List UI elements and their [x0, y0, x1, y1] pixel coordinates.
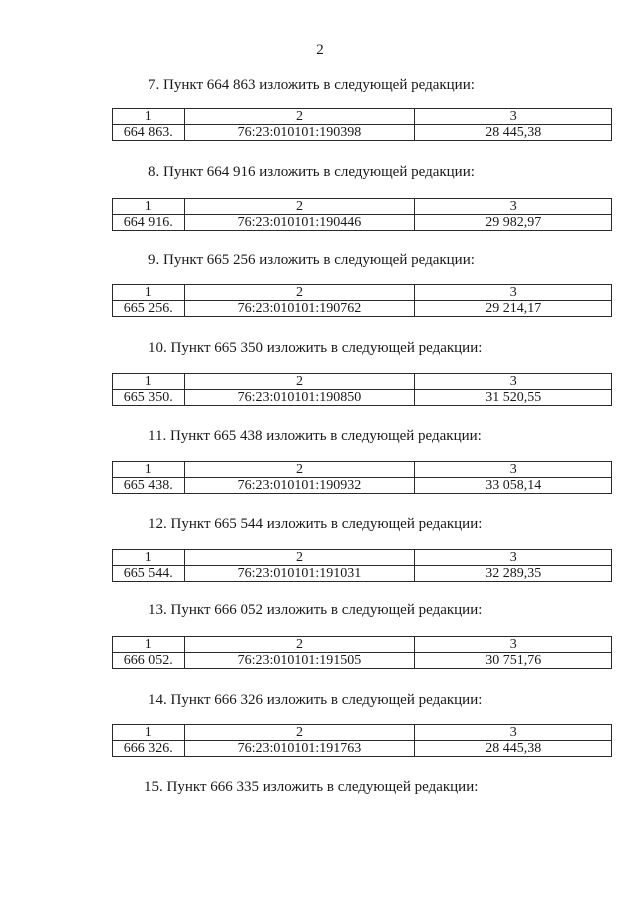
value-cell: 29 214,17 — [415, 301, 612, 317]
column-header-3: 3 — [415, 374, 612, 390]
column-header-1: 1 — [113, 285, 185, 301]
column-header-3: 3 — [415, 725, 612, 741]
column-header-3: 3 — [415, 285, 612, 301]
section-heading: 10. Пункт 665 350 изложить в следующей редакции: — [148, 340, 483, 356]
table-row — [113, 301, 612, 317]
table-row — [113, 478, 612, 494]
value-cell: 28 445,38 — [415, 125, 612, 141]
column-header-1: 1 — [113, 109, 185, 125]
table-header-row — [113, 637, 612, 653]
column-header-1: 1 — [113, 199, 185, 215]
table-header-row — [113, 374, 612, 390]
cadastral-number-cell: 76:23:010101:190850 — [184, 390, 415, 406]
table-row — [113, 215, 612, 231]
amendment-table — [112, 198, 612, 231]
amendment-table — [112, 549, 612, 582]
table-header-row — [113, 725, 612, 741]
column-header-2: 2 — [184, 725, 415, 741]
cadastral-number-cell: 76:23:010101:190398 — [184, 125, 415, 141]
table-header-row — [113, 462, 612, 478]
table-header-row — [113, 285, 612, 301]
table-header-row — [113, 199, 612, 215]
cadastral-number-cell: 76:23:010101:191763 — [184, 741, 415, 757]
column-header-1: 1 — [113, 550, 185, 566]
cadastral-number-cell: 76:23:010101:191505 — [184, 653, 415, 669]
table-row — [113, 566, 612, 582]
column-header-2: 2 — [184, 109, 415, 125]
table-header-row — [113, 550, 612, 566]
item-number-cell: 664 863. — [113, 125, 185, 141]
column-header-1: 1 — [113, 374, 185, 390]
item-number-cell: 665 438. — [113, 478, 185, 494]
amendment-table — [112, 373, 612, 406]
column-header-2: 2 — [184, 462, 415, 478]
item-number-cell: 665 544. — [113, 566, 185, 582]
column-header-3: 3 — [415, 637, 612, 653]
amendment-table — [112, 461, 612, 494]
item-number-cell: 665 350. — [113, 390, 185, 406]
page-number: 2 — [316, 42, 324, 58]
column-header-2: 2 — [184, 285, 415, 301]
cadastral-number-cell: 76:23:010101:190446 — [184, 215, 415, 231]
column-header-2: 2 — [184, 374, 415, 390]
column-header-2: 2 — [184, 637, 415, 653]
cadastral-number-cell: 76:23:010101:190762 — [184, 301, 415, 317]
section-heading: 7. Пункт 664 863 изложить в следующей редакции: — [148, 77, 475, 93]
section-heading: 9. Пункт 665 256 изложить в следующей редакции: — [148, 252, 475, 268]
column-header-2: 2 — [184, 550, 415, 566]
table-row — [113, 741, 612, 757]
column-header-3: 3 — [415, 109, 612, 125]
final-section-heading: 15. Пункт 666 335 изложить в следующей редакции: — [144, 779, 479, 795]
column-header-1: 1 — [113, 637, 185, 653]
amendment-table — [112, 284, 612, 317]
table-row — [113, 125, 612, 141]
column-header-2: 2 — [184, 199, 415, 215]
item-number-cell: 666 052. — [113, 653, 185, 669]
column-header-1: 1 — [113, 725, 185, 741]
value-cell: 31 520,55 — [415, 390, 612, 406]
value-cell: 30 751,76 — [415, 653, 612, 669]
column-header-3: 3 — [415, 199, 612, 215]
item-number-cell: 666 326. — [113, 741, 185, 757]
column-header-3: 3 — [415, 462, 612, 478]
section-heading: 13. Пункт 666 052 изложить в следующей редакции: — [148, 602, 483, 618]
item-number-cell: 664 916. — [113, 215, 185, 231]
value-cell: 28 445,38 — [415, 741, 612, 757]
column-header-3: 3 — [415, 550, 612, 566]
column-header-1: 1 — [113, 462, 185, 478]
section-heading: 8. Пункт 664 916 изложить в следующей редакции: — [148, 164, 475, 180]
section-heading: 12. Пункт 665 544 изложить в следующей редакции: — [148, 516, 483, 532]
table-header-row — [113, 109, 612, 125]
section-heading: 11. Пункт 665 438 изложить в следующей редакции: — [148, 428, 482, 444]
value-cell: 29 982,97 — [415, 215, 612, 231]
section-heading: 14. Пункт 666 326 изложить в следующей редакции: — [148, 692, 483, 708]
amendment-table — [112, 636, 612, 669]
table-row — [113, 653, 612, 669]
cadastral-number-cell: 76:23:010101:191031 — [184, 566, 415, 582]
table-row — [113, 390, 612, 406]
value-cell: 32 289,35 — [415, 566, 612, 582]
item-number-cell: 665 256. — [113, 301, 185, 317]
amendment-table — [112, 108, 612, 141]
amendment-table — [112, 724, 612, 757]
cadastral-number-cell: 76:23:010101:190932 — [184, 478, 415, 494]
value-cell: 33 058,14 — [415, 478, 612, 494]
